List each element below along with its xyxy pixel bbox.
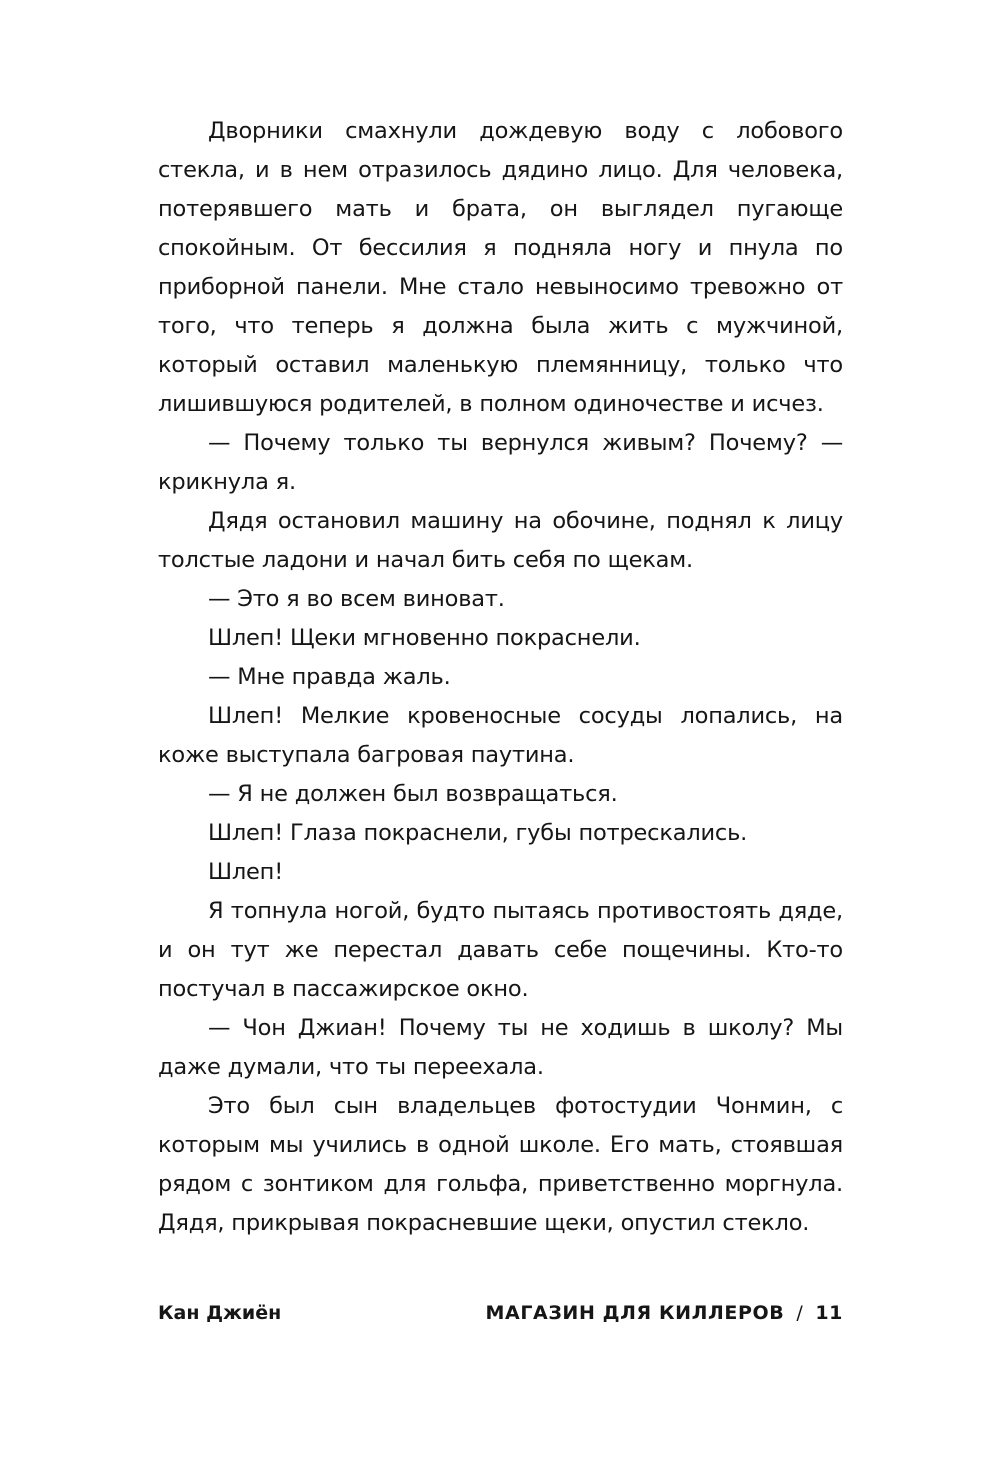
footer-book-title: МАГАЗИН ДЛЯ КИЛЛЕРОВ [485, 1302, 785, 1324]
paragraph: Дворники смахнули дождевую воду с лобового стекла, и в нем отразилось дядино лицо. Для человека, потерявшего мать и брата, он выглядел пугающе спокойным. От бессилия я подняла ногу и пнула по приборной панели. Мне стало невыносимо тревожно от того, что теперь я должна была жить с мужчиной, который оставил маленькую племянницу, только что лишившуюся родителей, в полном одиночестве и исчез. [158, 118, 843, 417]
paragraph: — Почему только ты вернулся живым? Почему? — крикнула я. [158, 430, 843, 495]
body-text [158, 112, 843, 1243]
paragraph: Дядя остановил машину на обочине, поднял к лицу толстые ладони и начал бить себя по щекам. [158, 508, 843, 573]
footer-separator: / [796, 1302, 804, 1324]
footer-author: Кан Джиён [158, 1302, 282, 1324]
page-footer [158, 1298, 843, 1328]
page-number: 11 [815, 1302, 843, 1324]
paragraph: — Чон Джиан! Почему ты не ходишь в школу? Мы даже думали, что ты переехала. [158, 1015, 843, 1080]
paragraph: Это был сын владельцев фотостудии Чонмин, с которым мы учились в одной школе. Его мать, стоявшая рядом с зонтиком для гольфа, приветственно моргнула. Дядя, прикрывая покрасневшие щеки, опустил стекло. [158, 1093, 843, 1236]
footer-title-group [486, 1302, 843, 1324]
paragraph: Шлеп! [208, 859, 284, 885]
paragraph: — Мне правда жаль. [208, 664, 451, 690]
paragraph: Шлеп! Щеки мгновенно покраснели. [208, 625, 641, 651]
paragraph: — Я не должен был возвращаться. [208, 781, 618, 807]
paragraph: Я топнула ногой, будто пытаясь противостоять дяде, и он тут же перестал давать себе пощечины. Кто-то постучал в пассажирское окно. [158, 898, 843, 1002]
paragraph: — Это я во всем виноват. [208, 586, 505, 612]
paragraph: Шлеп! Глаза покраснели, губы потрескались. [208, 820, 748, 846]
paragraph: Шлеп! Мелкие кровеносные сосуды лопались, на коже выступала багровая паутина. [158, 703, 843, 768]
